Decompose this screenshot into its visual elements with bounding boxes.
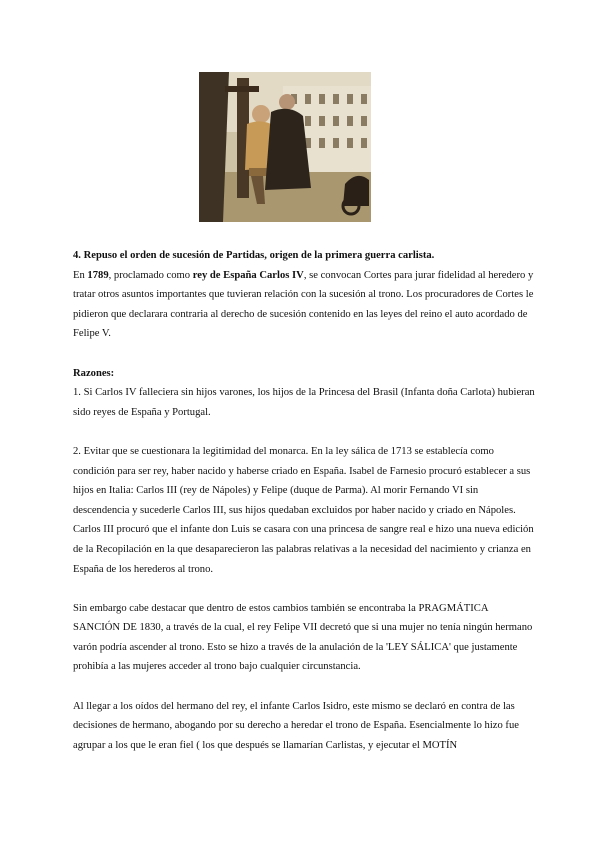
pragmatica-paragraph: Sin embargo cabe destacar que dentro de estos cambios también se encontraba la PRAGMÁTICA SANCIÓN DE 1830, a través de la cual, el rey Felipe VII decretó que si una mujer no tenía ningún hermano varón podría ascender al trono. Esto se hizo a través de la anulación de la 'LEY SÁLICA' que justamente prohibía a las mujeres acceder al trono bajo cualquier circunstancia. [73,602,533,673]
reason-1-paragraph: 1. Si Carlos IV falleciera sin hijos varones, los hijos de la Princesa del Brasil (Infanta doña Carlota) hubieran sido reyes de España y Portugal. [73,387,535,418]
reasons-heading: Razones: [73,367,115,379]
garrote-scene-image [199,72,371,222]
reason-2-paragraph: 2. Evitar que se cuestionara la legitimidad del monarca. En la ley sálica de 1713 se establecía como condición para ser rey, haber nacido y haberse criado en España. Isabel de Farnesio procuró establecer a sus hijos en Italia: Carlos III (rey de Nápoles) y Felipe (duque de Parma). Al morir Fernando VI sin descendencia y sucederle Carlos III, sus hijos quedaban excluidos por haber nacido y criado en Nápoles. Carlos III procuró que el infante don Luis se casara con una princesa de sangre real e hizo una nueva edición de la Recopilación en la que desaparecieron las palabras relativas a la necesidad del nacimiento y crianza en España de los herederos al trono. [73,445,534,575]
section-heading: 4. Repuso el orden de sucesión de Partidas, origen de la primera guerra carlista. [73,250,435,261]
carlos-isidro-paragraph: Al llegar a los oídos del hermano del rey, el infante Carlos Isidro, este mismo se declaró en contra de las decisiones de hermano, abogando por su derecho a heredar el trono de España. Esencialmente lo hizo fue agrupar a los que le eran fiel ( los que después se llamarían Carlistas, y ejecutar el MOTÍN [73,700,519,751]
historical-illustration [199,72,371,222]
intro-paragraph: En 1789, proclamado como rey de España Carlos IV, se convocan Cortes para jurar fidelidad al heredero y tratar otros asuntos importantes que tuvieran relación con la sucesión al trono. Los procuradores de Cortes le pidieron que declarara contraria al derecho de sucesión contenido en las leyes del reino el auto acordado de Felipe V. [73,269,534,340]
document-body [73,246,535,755]
